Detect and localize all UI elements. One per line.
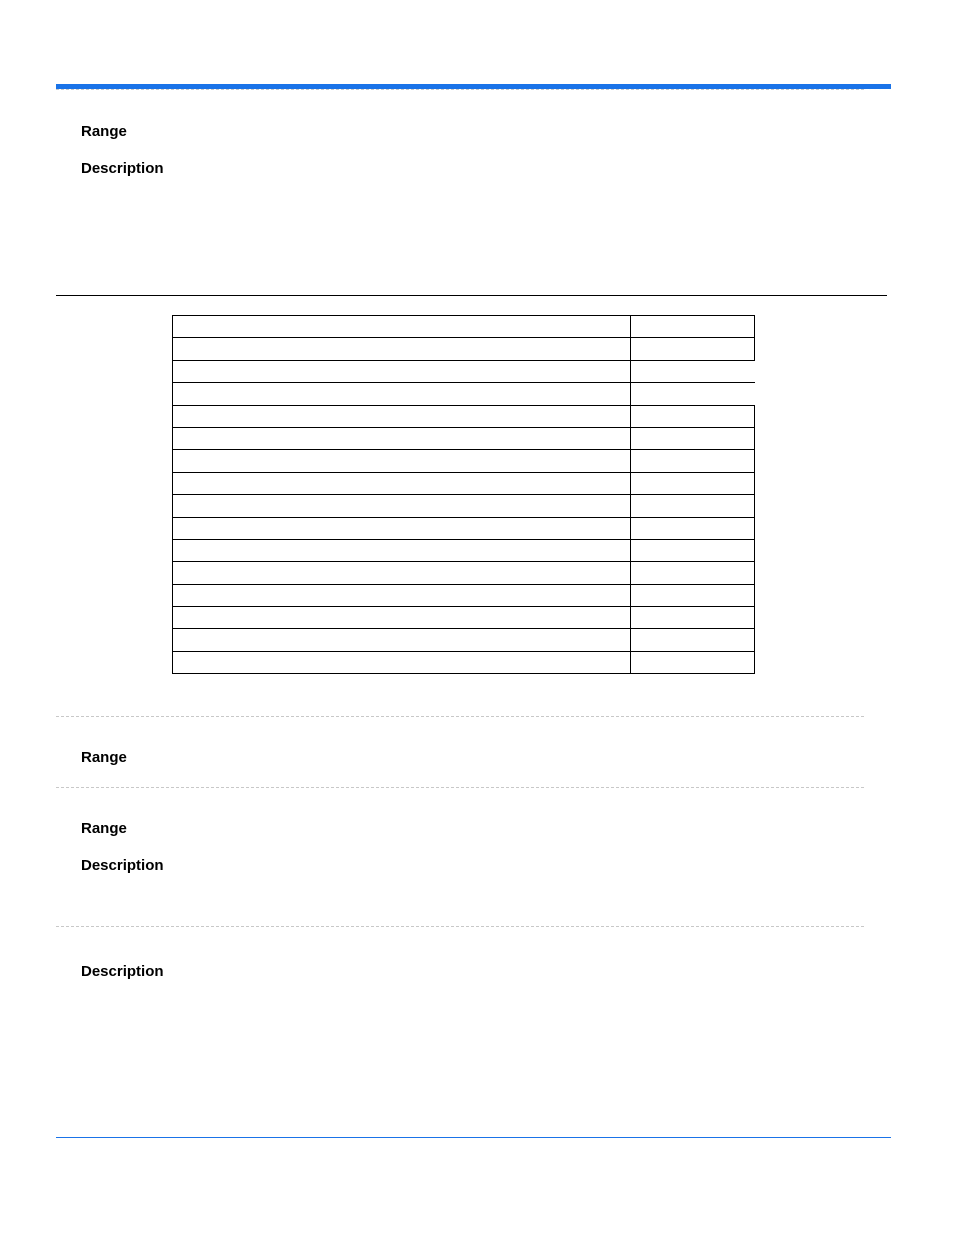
parameter-table xyxy=(172,315,755,674)
table-row xyxy=(173,427,755,449)
table-row xyxy=(173,338,755,360)
table-cell-value xyxy=(631,427,755,449)
table-row xyxy=(173,383,755,405)
table-row xyxy=(173,450,755,472)
table-cell-value xyxy=(631,316,755,338)
table-row xyxy=(173,517,755,539)
description-label: Description xyxy=(81,160,164,177)
table-cell-name xyxy=(173,629,631,651)
table-cell-name xyxy=(173,562,631,584)
section-divider xyxy=(56,295,887,296)
table-cell-name xyxy=(173,607,631,629)
table-cell-name xyxy=(173,651,631,673)
table-cell-value xyxy=(631,651,755,673)
table-row xyxy=(173,360,755,382)
table-row xyxy=(173,405,755,427)
table-cell-value xyxy=(631,338,755,360)
section-dashed-rule xyxy=(56,926,864,927)
table-cell-name xyxy=(173,539,631,561)
table-cell-name xyxy=(173,360,631,382)
range-label: Range xyxy=(81,820,127,837)
range-label: Range xyxy=(81,123,127,140)
table-cell-value xyxy=(631,495,755,517)
section-dashed-rule xyxy=(56,787,864,788)
table-cell-value xyxy=(631,472,755,494)
table-row xyxy=(173,651,755,673)
table-cell-name xyxy=(173,517,631,539)
table-cell-value xyxy=(631,539,755,561)
table-cell-name xyxy=(173,450,631,472)
table-row xyxy=(173,472,755,494)
table-row xyxy=(173,539,755,561)
table-cell-value xyxy=(631,450,755,472)
table-cell-value xyxy=(631,360,755,382)
table-cell-name xyxy=(173,405,631,427)
table-cell-name xyxy=(173,427,631,449)
table-row xyxy=(173,607,755,629)
table-cell-value xyxy=(631,383,755,405)
range-label: Range xyxy=(81,749,127,766)
table-cell-name xyxy=(173,316,631,338)
table-row xyxy=(173,584,755,606)
description-label: Description xyxy=(81,857,164,874)
header-dashed-rule xyxy=(56,89,864,90)
table-cell-name xyxy=(173,383,631,405)
table-cell-value xyxy=(631,405,755,427)
table-cell-name xyxy=(173,584,631,606)
table-row xyxy=(173,495,755,517)
description-label: Description xyxy=(81,963,164,980)
table-cell-value xyxy=(631,629,755,651)
table-cell-value xyxy=(631,562,755,584)
table-cell-name xyxy=(173,338,631,360)
table-row xyxy=(173,629,755,651)
table-row xyxy=(173,316,755,338)
table-cell-name xyxy=(173,495,631,517)
table-cell-value xyxy=(631,584,755,606)
footer-rule xyxy=(56,1137,891,1138)
section-dashed-rule xyxy=(56,716,864,717)
table-cell-name xyxy=(173,472,631,494)
table-cell-value xyxy=(631,517,755,539)
table-row xyxy=(173,562,755,584)
table-cell-value xyxy=(631,607,755,629)
